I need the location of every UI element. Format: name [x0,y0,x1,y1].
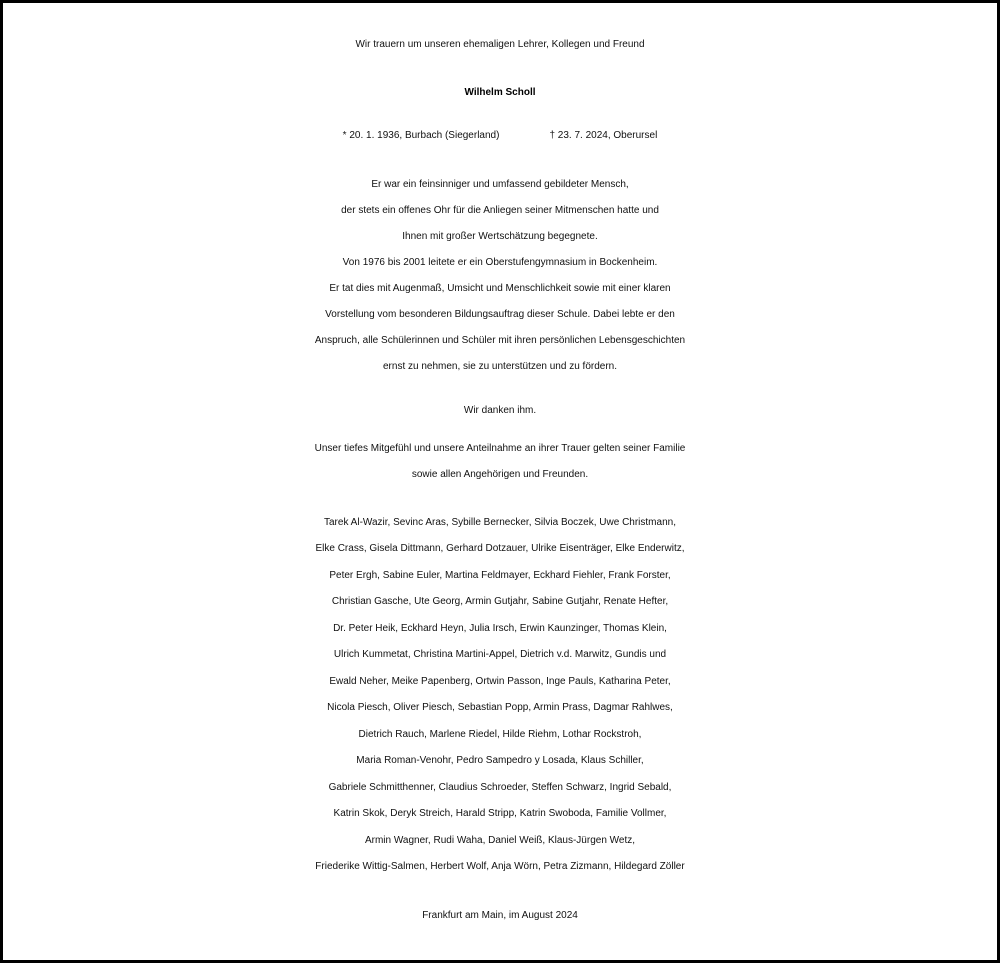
place-date: Frankfurt am Main, im August 2024 [422,910,578,921]
signatory-line: Friederike Wittig-Salmen, Herbert Wolf, Anja Wörn, Petra Zizmann, Hildegard Zöller [315,861,685,872]
death-date: † 23. 7. 2024, Oberursel [549,130,658,141]
signatory-line: Tarek Al-Wazir, Sevinc Aras, Sybille Bernecker, Silvia Boczek, Uwe Christmann, [324,517,676,528]
signatory-line: Katrin Skok, Deryk Streich, Harald Stripp, Katrin Swoboda, Familie Vollmer, [333,808,667,819]
condolence-line: sowie allen Angehörigen und Freunden. [411,469,589,480]
signatory-line: Armin Wagner, Rudi Waha, Daniel Weiß, Klaus-Jürgen Wetz, [364,835,636,846]
tribute-line: Von 1976 bis 2001 leitete er ein Oberstufengymnasium in Bockenheim. [342,257,658,268]
signatory-line: Elke Crass, Gisela Dittmann, Gerhard Dotzauer, Ulrike Eisenträger, Elke Enderwitz, [315,543,685,554]
signatory-line: Nicola Piesch, Oliver Piesch, Sebastian Popp, Armin Prass, Dagmar Rahlwes, [327,702,673,713]
tribute-line: der stets ein offenes Ohr für die Anliegen seiner Mitmenschen hatte und [341,205,659,216]
signatory-line: Ulrich Kummetat, Christina Martini-Appel, Dietrich v.d. Marwitz, Gundis und [333,649,667,660]
intro-text: Wir trauern um unseren ehemaligen Lehrer, Kollegen und Freund [355,39,645,50]
signatory-line: Peter Ergh, Sabine Euler, Martina Feldmayer, Eckhard Fiehler, Frank Forster, [329,570,671,581]
signatory-line: Dr. Peter Heik, Eckhard Heyn, Julia Irsch, Erwin Kaunzinger, Thomas Klein, [333,623,667,634]
tribute-line: Er tat dies mit Augenmaß, Umsicht und Menschlichkeit sowie mit einer klaren [329,283,671,294]
tribute-line: Er war ein feinsinniger und umfassend gebildeter Mensch, [371,179,629,190]
signatory-line: Dietrich Rauch, Marlene Riedel, Hilde Riehm, Lothar Rockstroh, [358,729,642,740]
signatory-line: Christian Gasche, Ute Georg, Armin Gutjahr, Sabine Gutjahr, Renate Hefter, [331,596,669,607]
birth-date: * 20. 1. 1936, Burbach (Siegerland) [342,130,500,141]
condolence-line: Unser tiefes Mitgefühl und unsere Anteilnahme an ihrer Trauer gelten seiner Familie [314,443,686,454]
signatory-line: Maria Roman-Venohr, Pedro Sampedro y Losada, Klaus Schiller, [356,755,644,766]
life-dates [3,123,997,149]
tribute-line: ernst zu nehmen, sie zu unterstützen und zu fördern. [382,361,618,372]
signatory-line: Gabriele Schmitthenner, Claudius Schroeder, Steffen Schwarz, Ingrid Sebald, [328,782,672,793]
thanks-text: Wir danken ihm. [463,405,537,416]
tribute-line: Vorstellung vom besonderen Bildungsauftrag dieser Schule. Dabei lebte er den [325,309,675,320]
tribute-line: Anspruch, alle Schülerinnen und Schüler mit ihren persönlichen Lebensgeschichten [314,335,686,346]
signatory-line: Ewald Neher, Meike Papenberg, Ortwin Passon, Inge Pauls, Katharina Peter, [329,676,671,687]
tribute-line: Ihnen mit großer Wertschätzung begegnete. [402,231,598,242]
deceased-name: Wilhelm Scholl [464,87,536,98]
